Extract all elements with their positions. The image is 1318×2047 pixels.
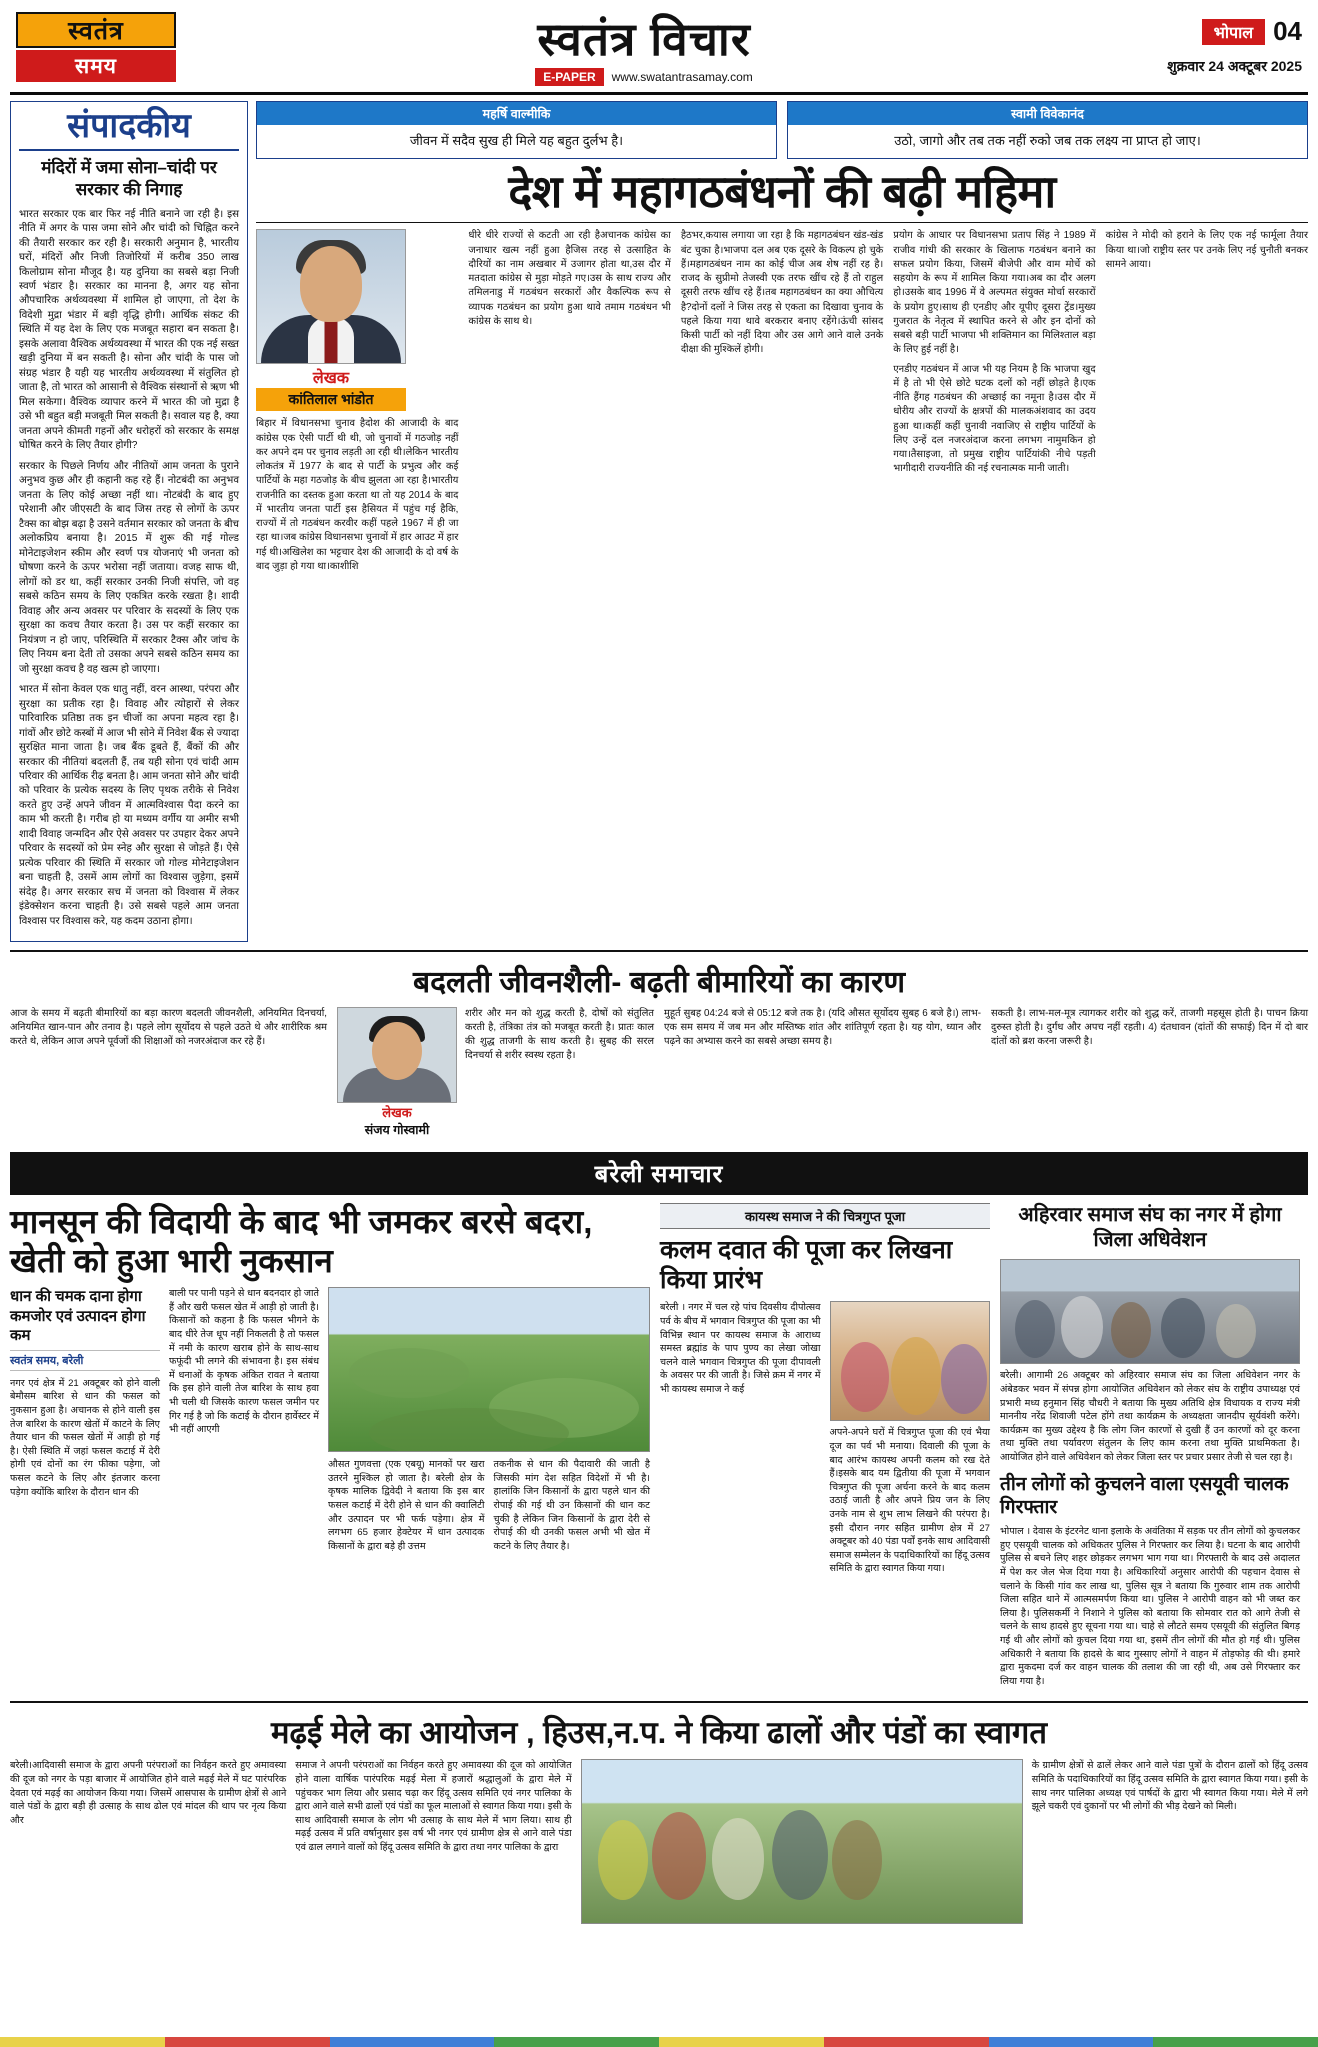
health-author-card <box>337 1007 457 1138</box>
page-number: 04 <box>1273 16 1302 46</box>
lead-paragraph: एनडीए गठबंधन में आज भी यह नियम है कि भाजपा खुद में है तो भी ऐसे छोटे घटक दलों को नहीं छोड़ते है।एक नीति हैंगह गठबंधन की अच्छाई का नमूना है।उस दौर में धोरीय और राज्यों के क्षत्रपों की मालकअंशवाद का उदय हुआ था।कहीं कहीं चुनावी नवाजिए से राष्ट्रीय पार्टियों के लिए उन्हें दल नजरअंदाज करना लगभग नामुमकिन हो गया।तैसाइजा, तो प्रमुख राष्ट्रीय पार्टियांकी नीचे पड़ती भागीदारी राज्यनीति की नई रचनात्मक मानी जाती। <box>893 363 1096 475</box>
health-author-photo <box>337 1007 457 1103</box>
editorial-paragraph: भारत सरकार एक बार फिर नई नीति बनाने जा रही है। इस नीति में अगर के पास जमा सोने और चांदी को चिह्नित करने की तैयारी सरकार कर रही है। सरकारी अनुमान है, भारतीय घरों, मंदिरों और निजी तिजोरियों में करीब 350 लाख किलोग्राम सोना मौजूद है। यह दुनिया का सबसे बड़ा निजी स्वर्ण भंडार है। सरकार का मानना है, अगर यह सोना औपचारिक अर्थव्यवस्था में शामिल हो जाएगा, तो देश के विदेशी मुद्रा भंडार में बड़ी वृद्धि होगी। आर्थिक संकट की स्थिति में यह देश के लिए एक मजबूत सहारा बन सकता है। इसके अलावा वैश्विक अर्थव्यवस्था में भारत की एक नई सख्त खड़ी दुनिया में बन सकती है। सोना और चांदी के पास जो संग्रह भंडार है यही यह भारतीय अर्थव्यवस्था में संतुलित हो जाता है, तो भारत को आसानी से वैश्विक संस्थानों से ऋण भी मिल सकेगा। वैश्विक व्यापार करने में भारत की जो मुद्रा है उसे भी बहुत बड़ी मजबूती मिल सकती है। सवाल यह है, क्या जनता अपने कीमती गहनों और धरोहरों को सरकार के समक्ष घोषित करने के लिए तैयार होगी? <box>19 208 239 452</box>
lead-paragraph: प्रयोग के आधार पर विधानसभा प्रताप सिंह ने 1989 में राजीव गांधी की सरकार के खिलाफ गठबंधन बनाने का सफल प्रयोग किया, जिसमें बीजेपी और वाम मोर्चे को सहयोग के रूप में शामिल किया गया।अब का दौर अलग हो।उसके बाद 1996 में वे अल्पमत संयुक्त मोर्चा सरकारों के प्रयोग हुए।साथ ही एनडीए और यूपीए दूसरा ट्रेंड।मुख्य गुजरात के नेतृत्व में स्थापित करने से और इन दोनों को सबसे बड़ी पार्टी भाजपा भी शक्तिमान का मिलिश्ताल बड़ा के लिए हुई नहीं है। <box>893 230 1096 356</box>
suv-paragraph: भोपाल । देवास के इंटरनेट थाना इलाके के अवंतिका में सड़क पर तीन लोगों को कुचलकर हुए एसयूवी चालक को अधिकतर पुलिस ने गिरफ्तार कर लिया है। घटना के बाद आरोपी पुलिस से बचने लिए शहर छोड़कर लगभग भाग गया था। गिरफ्तारी के बाद उसे अदालत में पेश कर जेल भेज दिया गया है। अधिकारियों अनुसार आरोपी की पहचान देवास से चलाने के किसी गांव कर लाख था, पुलिस सूत्र ने बताया कि गुरुवार शाम तक आरोपी जिला सहित थाने में आत्मसमर्पण किया था। पुलिस ने आरोपी वाहन को भी जब्त कर लिया है। पुलिसकर्मी ने निशाने ने पुलिस को बताया कि सोमवार रात को आगे तेजी से चलने के साथ हादसे हुए सूचना गया था। चाहे से लौटते समय एसयूवी की संतुलित बिगड़ गई थी और लोगों को कुचल दिया गया था, इसमें तीन लोगों की मौत हो गई थी। पुलिस अधिकारी ने बताया कि हादसे के बाद गुस्साए लोगों ने वाहन में तोड़फोड़ की थी। हमारे द्वारा मुकदमा दर्ज कर वाहन चालक की तलाश की जा रही थी, अब उसे गिरफ्तार कर लिया गया है। <box>1000 1526 1300 1687</box>
monsoon-paragraph: औसत गुणवत्ता (एक एबयू) मानकों पर खरा उतरने मुश्किल हो जाता है। बरेली क्षेत्र के कृषक मालिक द्विवेदी ने बताया कि इस बार फसल कटाई में देरी होने से धान की क्वालिटी और उत्पादन पर भी फर्क पड़ेगा। क्षेत्र में लगभग 65 हजार हेक्टेयर में धान उत्पादक किसानों के द्वारा बड़े ही उत्तम <box>328 1459 485 1552</box>
fair-column-1 <box>10 1759 286 1924</box>
newspaper-logo <box>16 12 176 82</box>
quote-text: जीवन में सदैव सुख ही मिले यह बहुत दुर्लभ है। <box>409 133 624 148</box>
fair-paragraph: बरेली।आदिवासी समाज के द्वारा अपनी परंपराओं का निर्वहन करते हुए अमावस्या की दूज को नगर के पड़ा बाजार में आयोजित होने वाले मढ़ई मेले में घट पारंपरिक देवता एवं मढ़ई का आयोजन किया गया। जिसमें आसपास के ग्रामीण क्षेत्रों से आने वाले पंडों के द्वारा बड़ी ही उत्साह के साथ ढोल एवं मांदल की थाप पर नृत्य किया और <box>10 1760 287 1826</box>
lead-paragraph: कांग्रेस ने मोदी को हराने के लिए एक नई फार्मूला तैयार किया था।जो राष्ट्रीय स्तर पर उनके लिए नई चुनौती बनकर सामने आया। <box>1105 230 1309 270</box>
health-paragraph: मुहूर्त सुबह 04:24 बजे से 05:12 बजे तक है। (यदि औसत सूर्योदय सुबह 6 बजे है।) लाभ-एक सम समय में जब मन और मस्तिष्क शांत और शांतिपूर्ण रहता है। यह योग, ध्यान और पढ़ने का अभ्यास करने का सबसे अच्छा समय है। <box>664 1008 981 1048</box>
monsoon-field-photo <box>328 1287 650 1452</box>
editorial-paragraph: सरकार के पिछले निर्णय और नीतियों आम जनता के पुराने अनुभव कुछ और ही कहानी कह रहे हैं। नोटबंदी का अनुभव जनता के लिए कोई अच्छा नहीं था। नोटबंदी के बाद हुए परेशानी और जीएसटी के बाद जिस तरह से लोगों के ऊपर टैक्स का बोझ बढ़ा है उसने वर्तमान सरकार को जनता के बीच अलोकप्रिय बनाया है। 2015 में शुरू की गई गोल्ड मोनेटाइजेशन स्कीम और स्वर्ण पत्र योजनाएं भी जनता को घोषणा करने के ऊपर भरोसा नहीं जताया। वजह साफ थी, लोगों को डर था, कहीं सरकार उनकी निजी संपत्ति, जो वह सबसे कठिन समय के लिए एकत्रित करके रखता है। शादी विवाह और अन्य अवसर पर परिवार के सदस्यों के लिए एक सुरक्षा का कवच तैयार करता है। उस पर कहीं सरकार का नियंत्रण न हो जाए, परिस्थिति में सरकार टैक्स और जांच के लिए नियम बना देती तो उसका अपने सबसे कठिन समय का जो सुरक्षा कवच है वह खत्म हो जाएगा। <box>19 460 239 675</box>
right-column <box>1000 1203 1300 1693</box>
author-name: कांतिलाल भांडोत <box>256 388 406 411</box>
website-link[interactable]: www.swatantrasamay.com <box>611 70 753 84</box>
fair-column-2 <box>295 1759 571 1924</box>
lead-column-1 <box>256 229 458 579</box>
kayasth-headline: कलम दवात की पूजा कर लिखना किया प्रारंभ <box>660 1236 953 1295</box>
main-column <box>256 101 1308 942</box>
fair-event-photo <box>581 1759 1023 1924</box>
health-column-2 <box>337 1007 654 1142</box>
fair-column-3 <box>1032 1759 1308 1924</box>
lead-headline: देश में महागठबंधनों की बढ़ी महिमा <box>508 165 1056 217</box>
city-badge: भोपाल <box>1202 19 1265 45</box>
city-page-row <box>1112 16 1302 47</box>
ahirwar-paragraph: बरेली। आगामी 26 अक्टूबर को अहिरवार समाज संघ का जिला अधिवेशन नगर के अंबेडकर भवन में संपन्न होगा आयोजित अधिवेशन को लेकर संघ के राष्ट्रीय उपाध्यक्ष एवं प्रभारी मध्य हनुमान सिंह चौधरी ने बताया कि मुख्य अतिथि क्षेत्र विधायक व राज्य मंत्री माननीय नरेंद्र शिवाजी पटेल होंगे तथा कार्यक्रम के अध्यक्षता जानदीप सूर्यवंशी करेंगे। कार्यक्रम का मुख्य उद्देश्य है कि लोग जिन कारणों से दुखी हैं उन कारणों को दूर करना तथा मुक्ति तथा पर्यावरण संतुलन के लिए काम करना तथा मुक्ति प्राथमिकता है।आयोजित होने वाले अधिवेशन को लेकर जिला स्तर पर प्रचार प्रसार तेजी से चल रहा है। <box>1000 1370 1300 1463</box>
health-article <box>10 950 1308 1142</box>
footer-color-strip <box>0 2037 1318 2047</box>
editorial-title: मंदिरों में जमा सोना–चांदी पर सरकार की निगाह <box>41 158 217 200</box>
monsoon-headline: मानसून की विदायी के बाद भी जमकर बरसे बदरा, खेती को हुआ भारी नुकसान <box>10 1203 593 1280</box>
quote-author: स्वामी विवेकानंद <box>788 102 1307 125</box>
health-author-label: लेखक <box>382 1105 412 1121</box>
masthead-right <box>1112 12 1302 76</box>
ahirwar-group-photo <box>1000 1259 1300 1364</box>
ahirwar-headline: अहिरवार समाज संघ का नगर में होगा जिला अधिवेशन <box>1018 1204 1282 1252</box>
monsoon-paragraph: तकनीक से धान की पैदावारी की जाती है जिसकी मांग देश सहित विदेशों में भी है। हालांकि जिन किसानों के द्वारा पहले धान की रोपाई की गई थी उन किसानों की धान कट चुकी है लेकिन जिन किसानों के द्वारा देरी से रोपाई की थी उनकी फसल अभी भी खेत में कटने के लिए तैयार है। <box>493 1459 650 1552</box>
kayasth-paragraph: अपने-अपने घरों में चित्रगुप्त पूजा की एवं भैया दूज का पर्व भी मनाया। दिवाली की पूजा के बाद आरंभ कायस्थ अपनी कलम को रख देते हैं।इसके बाद यम द्वितीया की पूजा में भगवान चित्रगुप्त की पूजा अर्चना करने के बाद कलम उठाई जाती है और अपने प्रिय जन के लिए उनके नाम से शुभ लाभ लिखने की परंपरा है। इसी दौरान नगर सहित ग्रामीण क्षेत्र में 27 अक्टूबर को 40 पंडा पर्वों इनके साथ आदिवासी समाज सम्मेलन के पदाधिकारियों का हिंदू उत्सव समिति के द्वारा स्वागत किया गया। <box>829 1427 990 1575</box>
quotes-row <box>256 101 1308 159</box>
editorial-body <box>19 208 239 930</box>
health-headline: बदलती जीवनशैली- बढ़ती बीमारियों का कारण <box>412 966 906 1000</box>
author-label: लेखक <box>312 370 350 388</box>
fair-headline: मढ़ई मेले का आयोजन , हिउस,न.प. ने किया ढालों और पंडों का स्वागत <box>270 1715 1048 1751</box>
section-band-bareilly: बरेली समाचार <box>10 1152 1308 1195</box>
lead-column-3 <box>681 229 883 579</box>
editorial-paragraph: भारत में सोना केवल एक धातु नहीं, वरन आस्था, परंपरा और सुरक्षा का प्रतीक रहा है। विवाह और त्योहारों से लेकर पारिवारिक प्रतिष्ठा तक इन चीजों का अपना महत्व रहा है। गांवों और छोटे कस्बों में आज भी सोने में निवेश बैंक से ज्यादा सुरक्षित माना जाता है। जब बैंक डूबते हैं, बैंकों की और सरकार की नीतियां बदलती हैं, तब यही सोना एवं चांदी आम परिवार की आर्थिक रीढ़ बनता है। आम जनता सोने और चांदी को परिवार के प्रत्येक सदस्य के लिए पृथक तरीके से निवेश करते हुए उन्हें अपने जीवन में आत्मविश्वास पैदा करने का काम भी करती है। गरीब हो या मध्यम वर्गीय या अमीर सभी शादी विवाह जन्मदिन और ऐसे अवसर पर उपहार देकर अपने परिवार के सदस्यों को प्रेम स्नेह और सुरक्षा से जोड़ते हैं। ऐसे प्रत्येक परिवार की स्थिति में सरकार जो गोल्ड मोनेटाइजेशन बना चाहती है, उसमें आम लोगों का विश्वास जुड़ेगा, इसमें संदेह है। अगर सरकार सच में जनता को विश्वास में लेकर इंडेक्सेशन करना चाहती है। उसे सबसे पहले आम जनता विश्वास पर विश्वास करे, यह कदम उठाना होगा। <box>19 684 239 927</box>
logo-top-text: स्वतंत्र <box>16 12 176 48</box>
kayasth-category: कायस्थ समाज ने की चित्रगुप्त पूजा <box>660 1203 990 1229</box>
quote-text: उठो, जागो और तब तक नहीं रुको जब तक लक्ष्य ना प्राप्त हो जाए। <box>894 133 1201 148</box>
logo-bottom-text: समय <box>16 50 176 82</box>
lead-paragraph: बिहार में विधानसभा चुनाव हैदोश की आजादी के बाद कांग्रेस एक ऐसी पार्टी थी थी, जो चुनावों में गठजोड़ नहीं कर अपने दम पर चुनाव लड़ती आ रही थी।लेकिन भारतीय लोकतंत्र में 1977 के बाद से पार्टी के प्रभुत्व और कई पार्टियों के महा गठजोड़ के बीच झुलता आ रहा है।भारतीय राजनीति का दस्तक हुआ करता था तो यह 2014 के बाद में भारतीय जनता पार्टी इस हैसियत में पहुंच गई हैकि, राज्यों में तो गठबंधन करवीर कहीं पहले 1967 में ही जा रहा था।जब कांग्रेस विधानसभा चुनावों में हार आउट में हार गई थी।अखिलेश का भट्टचार देश की आजादी के दो वर्ष के बाद जुड़ा हो गया था।काशीशि <box>256 418 459 572</box>
quote-box-valmiki <box>256 101 777 159</box>
monsoon-paragraph: बाली पर पानी पड़ने से धान बदनदार हो जाते हैं और खरी फसल खेत में आड़ी हो जाती है। किसानों को कहना है कि फसल भीगने के बाद धीरे तेज धूप नहीं निकलती है तो फसल में नमी के कारण खराब होने के साथ-साथ फफूंदी भी लगने की संभावना है। इस संबंध में धनाओं के कृषक अंकित रावत ने बताया कि इस होने वाली तेज बारिश के साथ हवा भी चली थी जिसके कारण फसल जमीन पर गिर गई है जो कि कटाई के दौरान हार्वेस्टर में भी नहीं आएगी <box>169 1288 319 1436</box>
health-column-1 <box>10 1007 327 1142</box>
page-title: स्वतंत्र विचार <box>537 13 751 65</box>
kayasth-columns <box>660 1301 990 1581</box>
fair-photo-column <box>581 1759 1023 1924</box>
publication-date: शुक्रवार 24 अक्टूबर 2025 <box>1167 58 1302 74</box>
divider <box>256 222 1308 223</box>
masthead-center <box>176 12 1112 86</box>
quote-box-vivekananda <box>787 101 1308 159</box>
fair-article <box>10 1701 1308 1924</box>
editorial-column <box>10 101 248 942</box>
ahirwar-body <box>1000 1369 1300 1464</box>
health-paragraph: शरीर और मन को शुद्ध करती है, दोषों को संतुलित करती है, तंत्रिका तंत्र को मजबूत करती है। प्रातः काल की शुद्ध ताजगी के साथ करती है। सुबह की सरल दिनचर्या से शरीर स्वस्थ रहता है। <box>465 1008 654 1062</box>
health-column-4 <box>991 1007 1308 1142</box>
kayasth-column-2 <box>830 1301 991 1581</box>
editorial-heading: संपादकीय <box>19 108 239 151</box>
suv-body <box>1000 1525 1300 1688</box>
monsoon-byline: स्वतंत्र समय, बरेली <box>10 1350 160 1371</box>
health-author-name: संजय गोस्वामी <box>364 1123 430 1138</box>
monsoon-paragraph: नगर एवं क्षेत्र में 21 अक्टूबर को होने वाली बेमौसम बारिश से धान की फसल को नुकसान हुआ है। अचानक से होने वाली इस तेज बारिश के कारण खेतों में काटने के लिए तैयार धान की फसल खेतों में आड़ी हो गई है। ऐसी स्थिति में जहां फसल कटाई में देरी होगी एवं दोनों का रंग फीका पड़ेगा, जो फसल कटने के लिए और इंतजार करना पड़ेगा क्योंकि बारिश के दौरान धान की <box>10 1377 160 1498</box>
top-section <box>10 101 1308 942</box>
fair-columns <box>10 1759 1308 1924</box>
quote-author: महर्षि वाल्मीकि <box>257 102 776 125</box>
lead-column-2 <box>468 229 670 579</box>
suv-headline: तीन लोगों को कुचलने वाला एसयूवी चालक गिरफ्तार <box>1000 1473 1289 1519</box>
lead-column-4 <box>893 229 1095 579</box>
monsoon-article <box>10 1203 650 1693</box>
health-column-3 <box>664 1007 981 1142</box>
fair-paragraph: समाज ने अपनी परंपराओं का निर्वहन करते हुए अमावस्या की दूज को आयोजित होने वाला वार्षिक पारंपरिक मढ़ई मेला में हजारों श्रद्धालुओं के द्वारा मेले में पहुंचकर भाग लिया और प्रसाद चढ़ा कर हिंदू उत्सव समिति एवं नगर पालिका के द्वारा आने वाले सभी ढालों एवं पंडों का फूल मालाओं से स्वागत किया गया। इसी के साथ आदिवासी समाज के लोग भी उत्साह के साथ मेले में भाग लिया। साथ ही मढ़ई उत्सव में प्रति वर्षानुसार इस वर्ष भी नगर एवं ग्रामीण क्षेत्र से आने वाले पंडा एवं ढाल लगाने वालों को हिंदू उत्सव समिति के द्वारा तथा नगर पालिका के द्वारा <box>295 1760 572 1854</box>
lower-section <box>10 1203 1308 1693</box>
health-paragraph: सकती है। लाभ-मल-मूत्र त्यागकर शरीर को शुद्ध करें, ताजगी महसूस होती है। पाचन क्रिया दुरुस्त होती है। दुर्गंध और अपच नहीं रहती। 4) दंतधावन (दांतों की सफाई) दिन में दो बार दांतों को ब्रश करना जरूरी है। <box>991 1008 1308 1048</box>
kayasth-puja-photo <box>830 1301 991 1421</box>
health-columns <box>10 1007 1308 1142</box>
kayasth-article <box>660 1203 990 1693</box>
lead-paragraph: हैठभर,कयास लगाया जा रहा है कि महागठबंधन खंड-खंड बंट चुका है।भाजपा दल अब एक दूसरे के विकल्प हो चुके हैं।महागठबंधन नाम का कोई चीज अब शेष नहीं रह है।राजद के सुप्रीमो तेजस्वी एक तरफ खींच रहे हैं तो राहुल दूसरी तरफ खींच रहे हैं।तब महागठबंधन का क्या औचित्य है?दोनों दलों ने जिस तरह से एकता का दिखावा चुनाव के पहले किया गया थावे बरकरार बनाए रहेंगे।ऊंची सांसद किसी पार्टी को नहीं दिया और उस आगे आने वाले उनके दीक्षा की मुश्किलें होगी। <box>680 230 884 356</box>
masthead-subline <box>176 68 1112 86</box>
author-photo <box>256 229 406 364</box>
kayasth-column-1 <box>660 1301 821 1581</box>
kayasth-paragraph: बरेली । नगर में चल रहे पांच दिवसीय दीपोत्सव पर्व के बीच में भगवान चित्रगुप्त की पूजा का भी विभिन्न स्थान पर कायस्थ समाज के आराध्य समस्त ब्रह्मांड के पाप पुण्य का लेखा जोखा चलने वाले भगवान चित्रगुप्त की पूजा दीपावली के अवसर पर की जाती है। जिसे क्रम में नगर में भी कायस्थ समाज ने कई <box>660 1302 821 1395</box>
lead-column-5 <box>1106 229 1308 579</box>
epaper-badge[interactable]: E-PAPER <box>535 68 603 86</box>
health-paragraph: आज के समय में बढ़ती बीमारियों का बड़ा कारण बदलती जीवनशैली, अनियमित दिनचर्या, अनियमित खान-पान और तनाव है। पहले लोग सूर्योदय से पहले उठते थे और शारीरिक श्रम करते थे, लेकिन आज अपने पूर्वजों की शिक्षाओं को नजरअंदाज कर रहे हैं। <box>10 1008 327 1048</box>
lead-paragraph: धीरे धीरे राज्यों से कटती आ रही हैअचानक कांग्रेस का जनाधार खत्म नहीं हुआ हैजिस तरह से उत्साहित के दौरियों का नाम अखबार में उजागर होता था,उस दौर में मतदाता कांग्रेस से मुड़ा मोड़ते गए।उस के साथ राज्य और तमिलनाडु में गठबंधन सरकारों और वैकल्पिक रूप से व्यापक गठबंधन का प्रयोग हुआ थावे तमाम गठबंधन भी कांग्रेस के साथ थे। <box>468 230 671 327</box>
monsoon-subhead: धान की चमक दाना होगा कमजोर एवं उत्पादन होगा कम <box>10 1288 146 1345</box>
masthead <box>10 8 1308 95</box>
author-card <box>256 229 406 411</box>
fair-paragraph: के ग्रामीण क्षेत्रों से ढालें लेकर आने वाले पंडा पुत्रों के दौरान ढालों को हिंदू उत्सव समिति के पदाधिकारियों का हिंदू उत्सव समिति के द्वारा स्वागत किया गया। इसी के साथ नगर पालिका अध्यक्ष एवं पार्षदों के द्वारा भी स्वागत किया गया। मेले में लगे झूले चकरी एवं दुकानों पर भी लोगों की भीड़ देखने को मिली। <box>1031 1760 1308 1813</box>
lead-article-columns <box>256 229 1308 579</box>
